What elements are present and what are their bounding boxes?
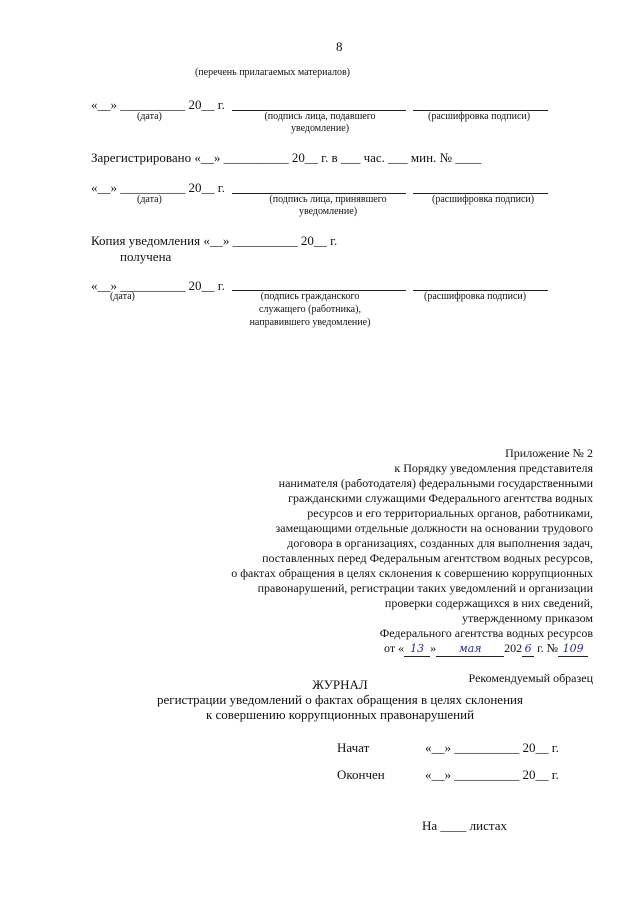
order-mid: »	[430, 641, 437, 655]
caption-signature-2a: (подпись лица, принявшего	[269, 194, 387, 205]
appendix-line-11: проверки содержащихся в них сведений,	[384, 596, 593, 610]
appendix-line-5: ресурсов и его территориальных органов, работниками,	[307, 506, 593, 520]
sheets-count: На ____ листах	[422, 818, 507, 833]
appendix-line-6: замещающими отдельные должности на основании трудового	[275, 521, 593, 535]
caption-signature-3b: служащего (работника),	[259, 304, 361, 315]
journal-subtitle-2: к совершению коррупционных правонарушений	[205, 707, 475, 722]
started-value: «__» __________ 20__ г.	[425, 740, 559, 755]
order-number-handwritten: 109	[562, 642, 584, 655]
order-year-field	[522, 641, 534, 657]
appendix-line-8: поставленных перед Федеральным агентством водных ресурсов,	[262, 551, 593, 565]
caption-decoding-3: (расшифровка подписи)	[424, 291, 527, 302]
appendix-line-10: правонарушений, регистрации таких уведомлений и организации	[257, 581, 593, 595]
appendix-line-13: Федерального агентства водных ресурсов	[379, 626, 593, 640]
caption-date-2: (дата)	[137, 194, 162, 205]
caption-signature-3c: направившего уведомление)	[249, 317, 371, 328]
appendix-line-9: о фактах обращения в целях склонения к совершению коррупционных	[231, 566, 593, 580]
order-day-field	[404, 641, 430, 657]
order-number-field	[558, 641, 588, 657]
order-month-handwritten: мая	[458, 642, 482, 655]
caption-signature-1a: (подпись лица, подавшего	[264, 111, 376, 122]
order-day-handwritten: 13	[410, 642, 425, 655]
appendix-line-12: утвержденному приказом	[462, 611, 593, 625]
order-prefix: от «	[384, 641, 405, 655]
copy-line-1: Копия уведомления «__» __________ 20__ г.	[91, 233, 338, 248]
appendix-line-1: Приложение № 2	[505, 446, 593, 460]
appendix-line-3: нанимателя (работодателя) федеральными государственными	[278, 476, 593, 490]
caption-signature-3a: (подпись гражданского	[260, 291, 360, 302]
caption-decoding-1: (расшифровка подписи)	[428, 111, 531, 122]
caption-decoding-2: (расшифровка подписи)	[432, 194, 535, 205]
appendix-line-7: договора в организациях, созданных для выполнения задач,	[287, 536, 593, 550]
finished-value: «__» __________ 20__ г.	[425, 767, 559, 782]
registered-line: Зарегистрировано «__» __________ 20__ г. в ___ час. ___ мин. № ____	[91, 150, 482, 165]
recommended-sample: Рекомендуемый образец	[468, 671, 593, 685]
journal-title: ЖУРНАЛ	[312, 677, 368, 692]
caption-date-3: (дата)	[110, 291, 135, 302]
started-label: Начат	[337, 740, 370, 755]
appendix-line-4: гражданскими служащими Федерального агентства водных	[288, 491, 593, 505]
order-year-prefix: 202	[504, 641, 523, 655]
materials-caption: (перечень прилагаемых материалов)	[195, 67, 351, 78]
journal-subtitle-1: регистрации уведомлений о фактах обращения в целях склонения	[157, 692, 523, 707]
page-number: 8	[336, 39, 343, 54]
order-year-suffix: г. №	[534, 641, 559, 655]
date-field-1: «__» __________ 20__ г.	[91, 97, 225, 112]
order-year-handwritten: 6	[524, 642, 532, 655]
caption-signature-1b: уведомление)	[290, 123, 350, 134]
date-field-3: «__» __________ 20__ г.	[91, 278, 225, 293]
caption-signature-2b: уведомление)	[298, 206, 358, 217]
caption-date-1: (дата)	[137, 111, 162, 122]
order-line	[384, 641, 588, 657]
copy-line-2: получена	[120, 249, 172, 264]
finished-label: Окончен	[337, 767, 385, 782]
date-field-2: «__» __________ 20__ г.	[91, 180, 225, 195]
appendix-line-2: к Порядку уведомления представителя	[394, 461, 593, 475]
order-month-field	[436, 641, 504, 657]
